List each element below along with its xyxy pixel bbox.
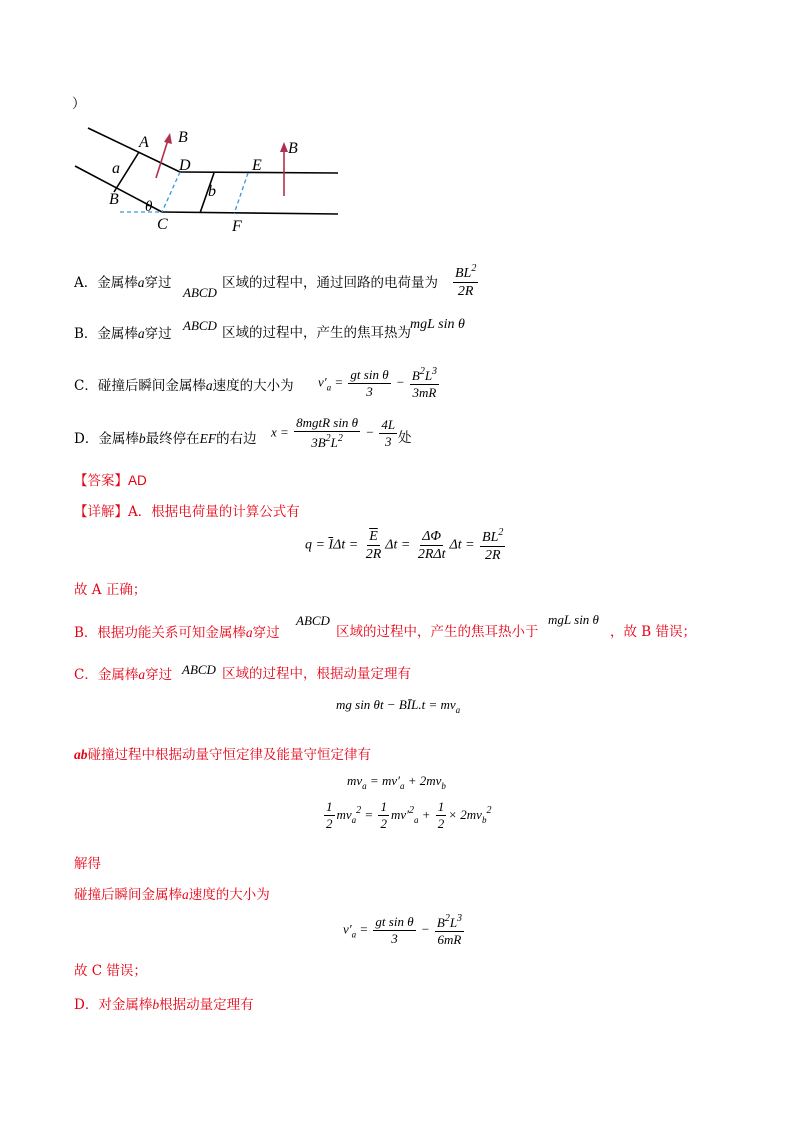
option-d-end: 处 xyxy=(398,430,412,446)
label-b: b xyxy=(208,183,216,200)
option-a-region: ABCD xyxy=(183,285,217,300)
label-D: D xyxy=(179,157,191,174)
option-d-prefix: D．金属棒 xyxy=(74,431,139,447)
detail-b-region: ABCD xyxy=(296,613,330,628)
label-B-field-2: B xyxy=(288,140,298,157)
label-B-point: B xyxy=(109,191,119,208)
detail-c-conclusion: 故 C 错误； xyxy=(74,963,147,979)
option-c xyxy=(74,379,294,394)
detail-a-conclusion: 故 A 正确； xyxy=(74,582,147,598)
detail-c-line: C．金属棒a穿过 xyxy=(74,667,173,683)
detail-b-line: B．根据功能关系可知金属棒a穿过 xyxy=(74,625,280,641)
option-b xyxy=(74,327,172,342)
option-b-tail: 区域的过程中，产生的焦耳热为 xyxy=(222,325,411,341)
option-c-formula: $v'_a$ = $\frac{\text{gt sin θ}}{3}$ − $\frac{B^2L^3}{3mR}$ xyxy=(318,366,438,401)
label-theta: θ xyxy=(145,199,153,215)
stray-bracket: ） xyxy=(72,96,86,112)
equation-charge: $q = \overline{I}\Delta t$ = $\frac{\overline{E}}{2R}$ Δt = $\frac{\Delta\Phi}{\text{2RΔt}}$ Δt = $\frac{BL^2}{2R}$ xyxy=(305,527,504,564)
option-d-formula: x = $\frac{\text{8mgtR sin θ}}{3B^2L^2}$ − $\frac{4L}{3}$ xyxy=(271,415,396,451)
option-d-rod: b xyxy=(138,431,146,446)
answer-line xyxy=(74,474,147,489)
option-b-region: ABCD xyxy=(183,318,217,333)
equation-energy-conservation: $\frac{1}{2}$ $mv_a^2$ = $\frac{1}{2}$ $mv'^2_a$ + $\frac{1}{2}$ × $2mv_b^2$ xyxy=(326,799,492,832)
detail-a-line xyxy=(74,506,300,520)
field-arrowhead-1 xyxy=(164,133,172,144)
lower-flat-rail xyxy=(162,212,338,214)
label-a: a xyxy=(112,160,120,177)
option-a-tail: 区域的过程中，通过回路的电荷量为 xyxy=(222,275,438,291)
detail-b-expr: mgL sin θ xyxy=(548,612,599,627)
option-b-prefix: B．金属棒 xyxy=(74,326,138,342)
detail-b-end: ，故 B 错误； xyxy=(610,624,697,640)
option-a-prefix: A．金属棒 xyxy=(74,275,138,291)
answer-value: AD xyxy=(128,473,147,488)
field-arrow-1 xyxy=(156,140,168,178)
detail-c-region: ABCD xyxy=(182,662,216,677)
detail-c-tail: 区域的过程中，根据动量定理有 xyxy=(222,666,411,682)
boundary-cd xyxy=(162,172,180,212)
boundary-ef xyxy=(234,173,248,214)
option-c-prefix: C．碰撞后瞬间金属棒 xyxy=(74,378,206,394)
equation-result-va: $v'_a$ = $\frac{\text{gt sin θ}}{3}$ − $\frac{B^2L^3}{6mR}$ xyxy=(343,913,463,948)
detail-label: 【详解】 xyxy=(74,504,128,520)
detail-solve: 解得 xyxy=(74,856,101,872)
option-a-rod: a xyxy=(137,275,145,290)
option-b-rod: a xyxy=(137,326,145,341)
detail-d-line: D．对金属棒b根据动量定理有 xyxy=(74,997,254,1013)
label-E: E xyxy=(252,157,262,174)
detail-ab-line: ab碰撞过程中根据动量守恒定律及能量守恒定律有 xyxy=(74,747,371,763)
option-a-mid: 穿过 xyxy=(144,275,172,291)
option-d-tail: 的右边 xyxy=(216,431,257,447)
label-A: A xyxy=(139,134,149,151)
option-c-tail: 速度的大小为 xyxy=(212,378,294,394)
detail-a-intro: A．根据电荷量的计算公式有 xyxy=(128,504,300,520)
upper-incline-rail xyxy=(88,128,180,172)
answer-label: 【答案】 xyxy=(74,473,128,489)
detail-b-tail: 区域的过程中，产生的焦耳热小于 xyxy=(336,624,539,640)
option-d-ef: EF xyxy=(199,431,217,446)
label-F: F xyxy=(232,218,242,235)
option-b-mid: 穿过 xyxy=(144,326,172,342)
label-C: C xyxy=(157,216,168,233)
field-arrowhead-2 xyxy=(280,142,288,152)
option-b-expr: mgL sin θ xyxy=(410,317,465,332)
option-a xyxy=(74,276,172,291)
option-a-fraction: $\frac{BL^2}{2R}$ xyxy=(455,263,477,300)
option-d-mid: 最终停在 xyxy=(145,431,200,447)
option-c-rod: a xyxy=(205,378,213,393)
equation-momentum-conservation: $mv_a = mv'_a + 2mv_b$ xyxy=(347,773,446,791)
option-d xyxy=(74,432,257,447)
detail-c-after-line: 碰撞后瞬间金属棒a速度的大小为 xyxy=(74,887,270,903)
equation-momentum-a: mg sin θt − BĪL.t = $mv_a$ xyxy=(336,697,461,715)
label-B-field-1: B xyxy=(178,129,188,146)
